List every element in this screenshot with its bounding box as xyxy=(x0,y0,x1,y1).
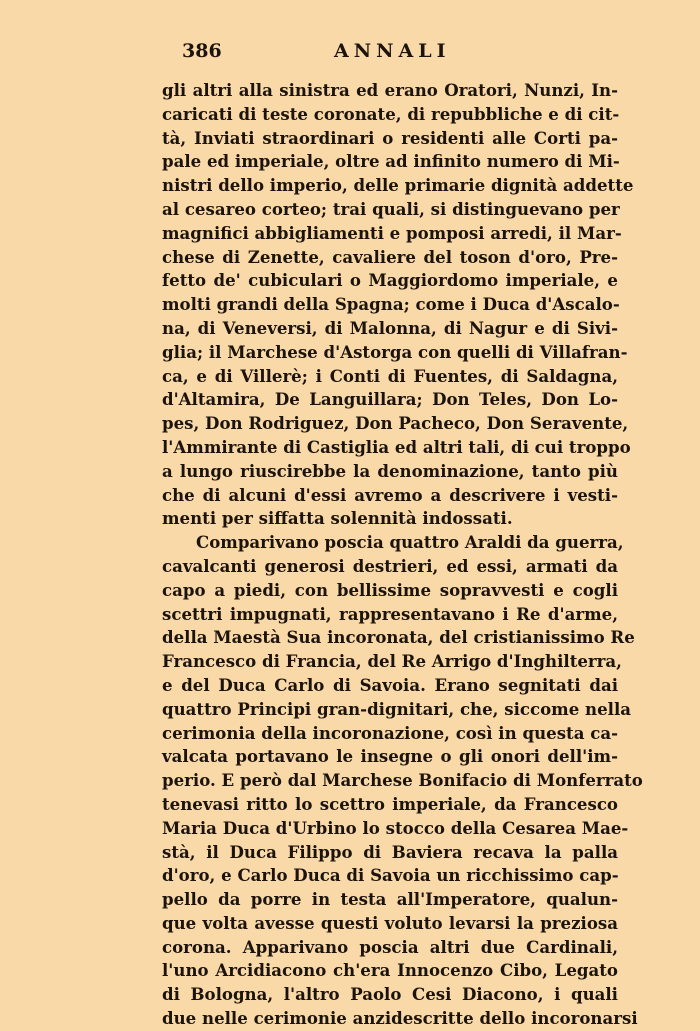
text-line: stà, il Duca Filippo di Baviera recava la palla xyxy=(162,841,618,862)
text-line: pello da porre in testa all'Imperatore, qualun- xyxy=(162,889,618,910)
text-line: quattro Principi gran-dignitari, che, siccome nella xyxy=(162,698,632,719)
text-line: di Bologna, l'altro Paolo Cesi Diacono, i quali xyxy=(162,984,618,1005)
text-line: cerimonia della incoronazione, così in questa ca- xyxy=(162,722,618,743)
text-line: due nelle cerimonie anzidescritte dello incoronarsi xyxy=(162,1008,638,1029)
text-line: gli altri alla sinistra ed erano Oratori, Nunzi, In- xyxy=(162,80,618,100)
text-line: e del Duca Carlo di Savoia. Erano segnitati dai xyxy=(162,674,618,695)
text-line: capo a piedi, con bellissime sopravvesti e cogli xyxy=(162,579,618,600)
text-line: che di alcuni d'essi avremo a descrivere i vesti- xyxy=(162,484,618,505)
text-line: a lungo riuscirebbe la denominazione, tanto più xyxy=(162,460,618,481)
text-line: que volta avesse questi voluto levarsi la preziosa xyxy=(162,912,618,933)
text-line: chese di Zenette, cavaliere del toson d'oro, Pre- xyxy=(162,246,618,267)
text-line: cavalcanti generosi destrieri, ed essi, armati da xyxy=(162,555,618,576)
page-header xyxy=(162,40,618,70)
body-text xyxy=(162,79,643,1031)
text-line: al cesareo corteo; trai quali, si distinguevano per xyxy=(162,198,620,219)
text-line: tenevasi ritto lo scettro imperiale, da Francesco xyxy=(162,793,618,814)
text-line: corona. Apparivano poscia altri due Cardinali, xyxy=(162,936,618,957)
text-line: scettri impugnati, rappresentavano i Re d'arme, xyxy=(162,603,618,624)
text-line: tà, Inviati straordinari o residenti alle Corti pa- xyxy=(162,127,618,148)
text-line: nistri dello imperio, delle primarie dignità addette xyxy=(162,175,634,196)
text-line: perio. E però dal Marchese Bonifacio di Monferrato xyxy=(162,770,643,791)
paragraph-2 xyxy=(162,531,643,1031)
text-line: Comparivano poscia quattro Araldi da guerra, xyxy=(196,532,624,553)
text-line: pale ed imperiale, oltre ad infinito numero di Mi- xyxy=(162,151,620,172)
text-line: magnifici abbigliamenti e pomposi arredi, il Mar- xyxy=(162,222,622,243)
text-line: d'Altamira, De Languillara; Don Teles, Don Lo- xyxy=(162,389,618,410)
text-line: pes, Don Rodriguez, Don Pacheco, Don Seravente, xyxy=(162,413,629,434)
text-line: l'uno Arcidiacono ch'era Innocenzo Cibo, Legato xyxy=(162,960,618,981)
text-line: Francesco di Francia, del Re Arrigo d'Inghilterra, xyxy=(162,651,622,672)
text-line: na, di Veneversi, di Malonna, di Nagur e di Sivi- xyxy=(162,317,618,338)
text-line: l'Ammirante di Castiglia ed altri tali, di cui troppo xyxy=(162,436,631,457)
text-line: Maria Duca d'Urbino lo stocco della Cesarea Mae- xyxy=(162,817,629,838)
text-line: della Maestà Sua incoronata, del cristianissimo Re xyxy=(162,627,635,648)
text-line: glia; il Marchese d'Astorga con quelli di Villafran- xyxy=(162,341,628,362)
text-line: fetto de' cubiculari o Maggiordomo imperiale, e xyxy=(162,270,618,291)
text-line: d'oro, e Carlo Duca di Savoia un ricchissimo cap- xyxy=(162,865,619,886)
running-title: ANNALI xyxy=(334,40,451,62)
text-line: ca, e di Villerè; i Conti di Fuentes, di Saldagna, xyxy=(162,365,618,386)
text-line: menti per siffatta solennità indossati. xyxy=(162,508,513,529)
text-line: caricati di teste coronate, di repubbliche e di cit- xyxy=(162,103,620,124)
page-number: 386 xyxy=(182,40,222,62)
paragraph-1 xyxy=(162,79,634,531)
text-line: molti grandi della Spagna; come i Duca d'Ascalo- xyxy=(162,294,620,315)
text-line: valcata portavano le insegne o gli onori dell'im- xyxy=(162,746,618,767)
